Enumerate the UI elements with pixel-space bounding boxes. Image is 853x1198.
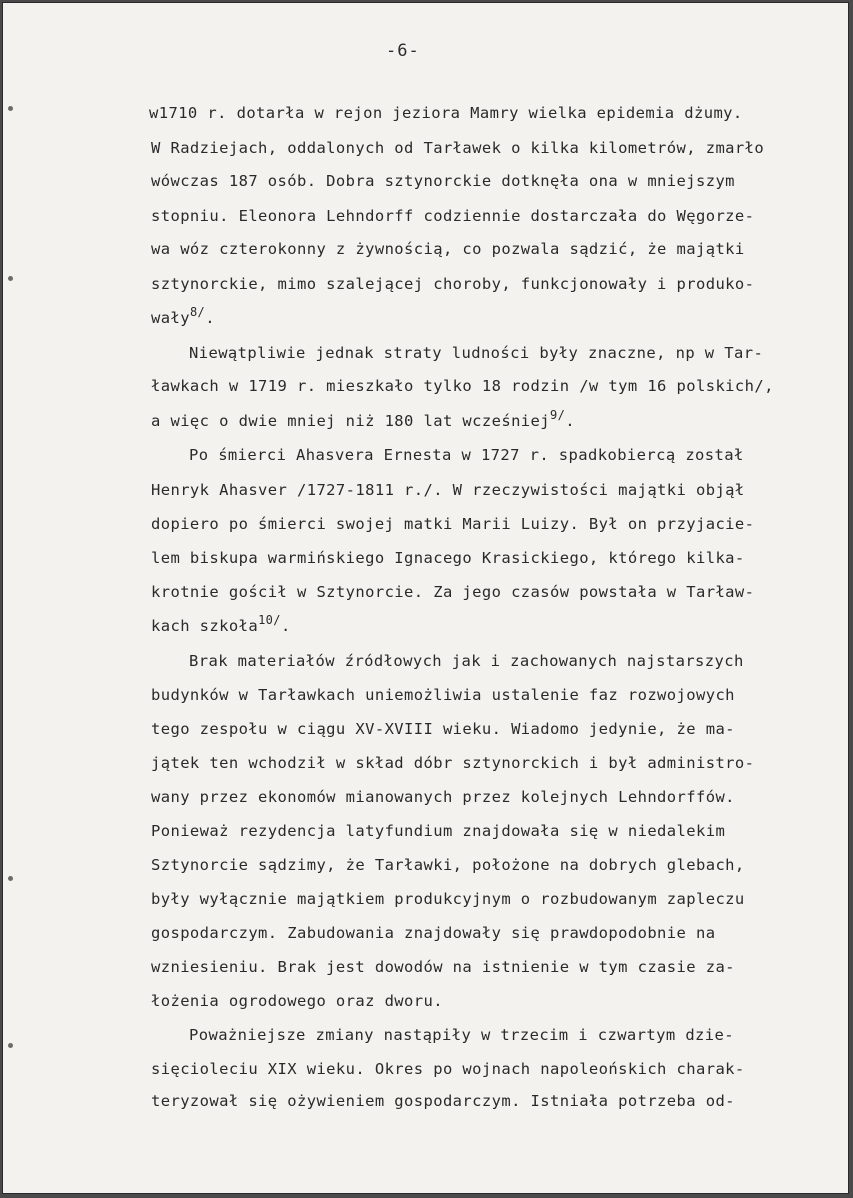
text-line	[151, 855, 745, 875]
text-line	[151, 889, 745, 909]
line-text: sięcioleciu XIX wieku. Okres po wojnach napoleońskich charak-	[151, 1060, 745, 1078]
line-text: a więc o dwie mniej niż 180 lat wcześniej	[151, 412, 551, 430]
text-line	[151, 206, 754, 226]
text-line	[189, 445, 744, 465]
line-text: były wyłącznie majątkiem produkcyjnym o rozbudowanym zapleczu	[151, 890, 745, 908]
text-line	[151, 753, 754, 773]
line-text: wówczas 187 osób. Dobra sztynorckie dotknęła ona w mniejszym	[151, 172, 735, 190]
line-text: Poważniejsze zmiany nastąpiły w trzecim i czwartym dzie-	[189, 1026, 734, 1044]
line-punctuation: .	[280, 617, 291, 635]
footnote-ref: 10/	[258, 613, 281, 627]
footnote-ref: 9/	[550, 408, 566, 422]
line-text: wany przez ekonomów mianowanych przez kolejnych Lehndorffów.	[151, 788, 735, 806]
line-punctuation: .	[565, 412, 575, 430]
line-text: w1710 r. dotarła w rejon jeziora Mamry wielka epidemia dżumy.	[149, 104, 743, 122]
punch-hole-mark	[8, 876, 13, 881]
line-text: Brak materiałów źródłowych jak i zachowanych najstarszych	[189, 652, 744, 670]
line-text: kach szkoła	[151, 617, 259, 635]
punch-hole-mark	[8, 276, 13, 281]
footnote-ref: 8/	[189, 305, 206, 319]
line-text: lem biskupa warmińskiego Ignacego Krasickiego, którego kilka-	[151, 549, 745, 567]
line-text: Niewątpliwie jednak straty ludności były znaczne, np w Tar-	[189, 344, 764, 362]
text-line	[151, 582, 754, 602]
text-line	[151, 548, 745, 568]
line-text: tego zespołu w ciągu XV-XVIII wieku. Wiadomo jedynie, że ma-	[151, 720, 735, 738]
line-text: jątek ten wchodził w skład dóbr sztynorckich i był administro-	[151, 754, 755, 772]
line-text: Po śmierci Ahasvera Ernesta w 1727 r. spadkobiercą został	[189, 446, 744, 464]
line-text: Henryk Ahasver /1727-1811 r./. W rzeczywistości majątki objął	[151, 481, 745, 499]
text-line	[151, 514, 754, 534]
text-line	[151, 1091, 735, 1111]
text-line	[151, 1059, 745, 1079]
text-line	[189, 651, 744, 671]
line-text: wały	[151, 309, 190, 327]
line-text: łożenia ogrodowego oraz dworu.	[151, 992, 443, 1010]
text-line	[151, 138, 764, 158]
line-text: Ponieważ rezydencja latyfundium znajdowała się w niedalekim	[151, 822, 726, 840]
line-text: stopniu. Eleonora Lehndorff codziennie dostarczała do Węgorze-	[151, 207, 755, 225]
text-line	[189, 1025, 734, 1045]
text-line	[149, 103, 743, 123]
line-text: wa wóz czterokonny z żywnością, co pozwala sądzić, że majątki	[151, 240, 745, 258]
line-text: teryzował się ożywieniem gospodarczym. Istniała potrzeba od-	[151, 1092, 735, 1110]
text-line	[151, 685, 735, 705]
line-text: sztynorckie, mimo szalejącej choroby, funkcjonowały i produko-	[151, 275, 755, 293]
line-text: dopiero po śmierci swojej matki Marii Luizy. Był on przyjacie-	[151, 515, 755, 533]
text-line	[151, 274, 754, 294]
line-text: gospodarczym. Zabudowania znajdowały się prawdopodobnie na	[151, 924, 716, 942]
text-line	[151, 376, 774, 396]
text-line	[151, 408, 575, 431]
punch-hole-mark	[8, 106, 13, 111]
text-line	[151, 991, 443, 1011]
line-text: W Radziejach, oddalonych od Tarławek o kilka kilometrów, zmarło	[151, 139, 765, 157]
line-text: Sztynorcie sądzimy, że Tarławki, położone na dobrych glebach,	[151, 856, 745, 874]
line-text: krotnie gościł w Sztynorcie. Za jego czasów powstała w Tarław-	[151, 583, 755, 601]
text-line	[151, 613, 291, 636]
line-punctuation: .	[205, 309, 215, 327]
page-number: -6-	[386, 41, 420, 61]
text-line	[151, 787, 735, 807]
text-line	[151, 171, 735, 191]
text-line	[151, 305, 215, 328]
text-line	[151, 957, 735, 977]
document-page	[2, 2, 849, 1194]
text-line	[189, 343, 763, 363]
punch-hole-mark	[8, 1043, 13, 1048]
text-line	[151, 239, 745, 259]
line-text: ławkach w 1719 r. mieszkało tylko 18 rodzin /w tym 16 polskich/,	[151, 377, 774, 395]
text-line	[151, 480, 745, 500]
line-text: budynków w Tarławkach uniemożliwia ustalenie faz rozwojowych	[151, 686, 735, 704]
text-line	[151, 821, 725, 841]
text-line	[151, 923, 715, 943]
line-text: wzniesieniu. Brak jest dowodów na istnienie w tym czasie za-	[151, 958, 735, 976]
text-line	[151, 719, 735, 739]
